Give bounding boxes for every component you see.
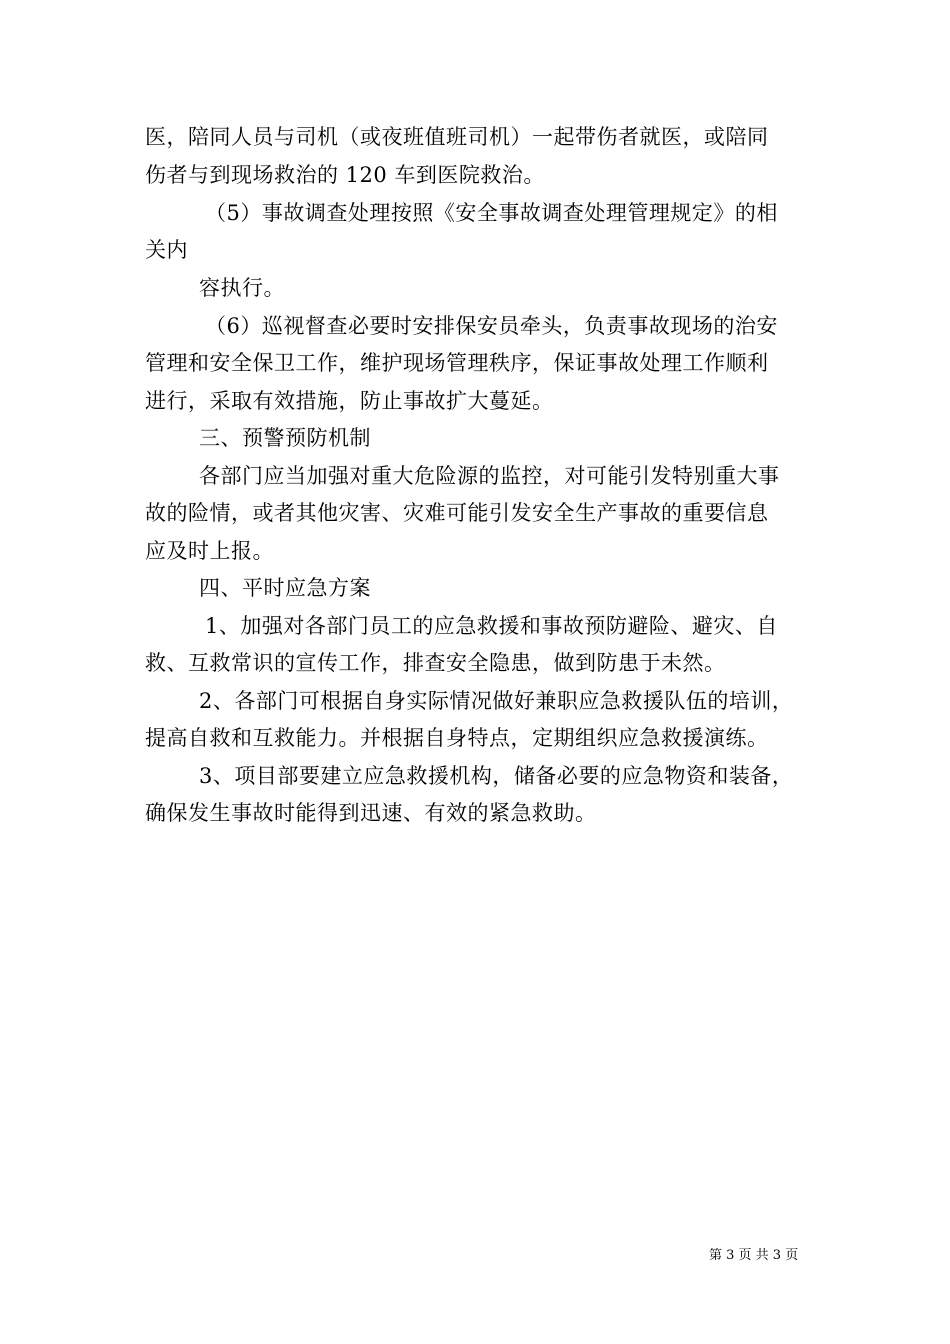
- body-line: 确保发生事故时能得到迅速、有效的紧急救助。: [145, 801, 597, 825]
- body-line: 各部门应当加强对重大危险源的监控，对可能引发特别重大事: [199, 464, 780, 488]
- body-line: 应及时上报。: [145, 539, 274, 563]
- section-heading: 三、预警预防机制: [199, 426, 371, 450]
- section-heading: 四、平时应急方案: [199, 576, 371, 600]
- body-line: 容执行。: [199, 276, 285, 300]
- page-number: 第 3 页 共 3 页: [709, 1248, 799, 1263]
- body-line: 2、各部门可根据自身实际情况做好兼职应急救援队伍的培训，: [199, 689, 794, 713]
- body-line: 提高自救和互救能力。并根据自身特点，定期组织应急救援演练。: [145, 726, 769, 750]
- body-line: 1、加强对各部门员工的应急救援和事故预防避险、避灾、自: [205, 614, 778, 638]
- body-line: （5）事故调查处理按照《安全事故调查处理管理规定》的相: [205, 201, 778, 225]
- body-line: 管理和安全保卫工作，维护现场管理秩序，保证事故处理工作顺利: [145, 351, 769, 375]
- body-line: 伤者与到现场救治的 120 车到医院救治。: [145, 163, 545, 187]
- body-line: （6）巡视督查必要时安排保安员牵头，负责事故现场的治安: [205, 314, 778, 338]
- body-line: 救、互救常识的宣传工作，排查安全隐患，做到防患于未然。: [145, 651, 726, 675]
- body-line: 关内: [145, 238, 188, 262]
- body-line: 进行，采取有效措施，防止事故扩大蔓延。: [145, 389, 554, 413]
- body-line: 故的险情，或者其他灾害、灾难可能引发安全生产事故的重要信息: [145, 501, 769, 525]
- body-line: 3、项目部要建立应急救援机构，储备必要的应急物资和装备，: [199, 764, 794, 788]
- body-line: 医，陪同人员与司机（或夜班值班司机）一起带伤者就医，或陪同: [145, 125, 769, 149]
